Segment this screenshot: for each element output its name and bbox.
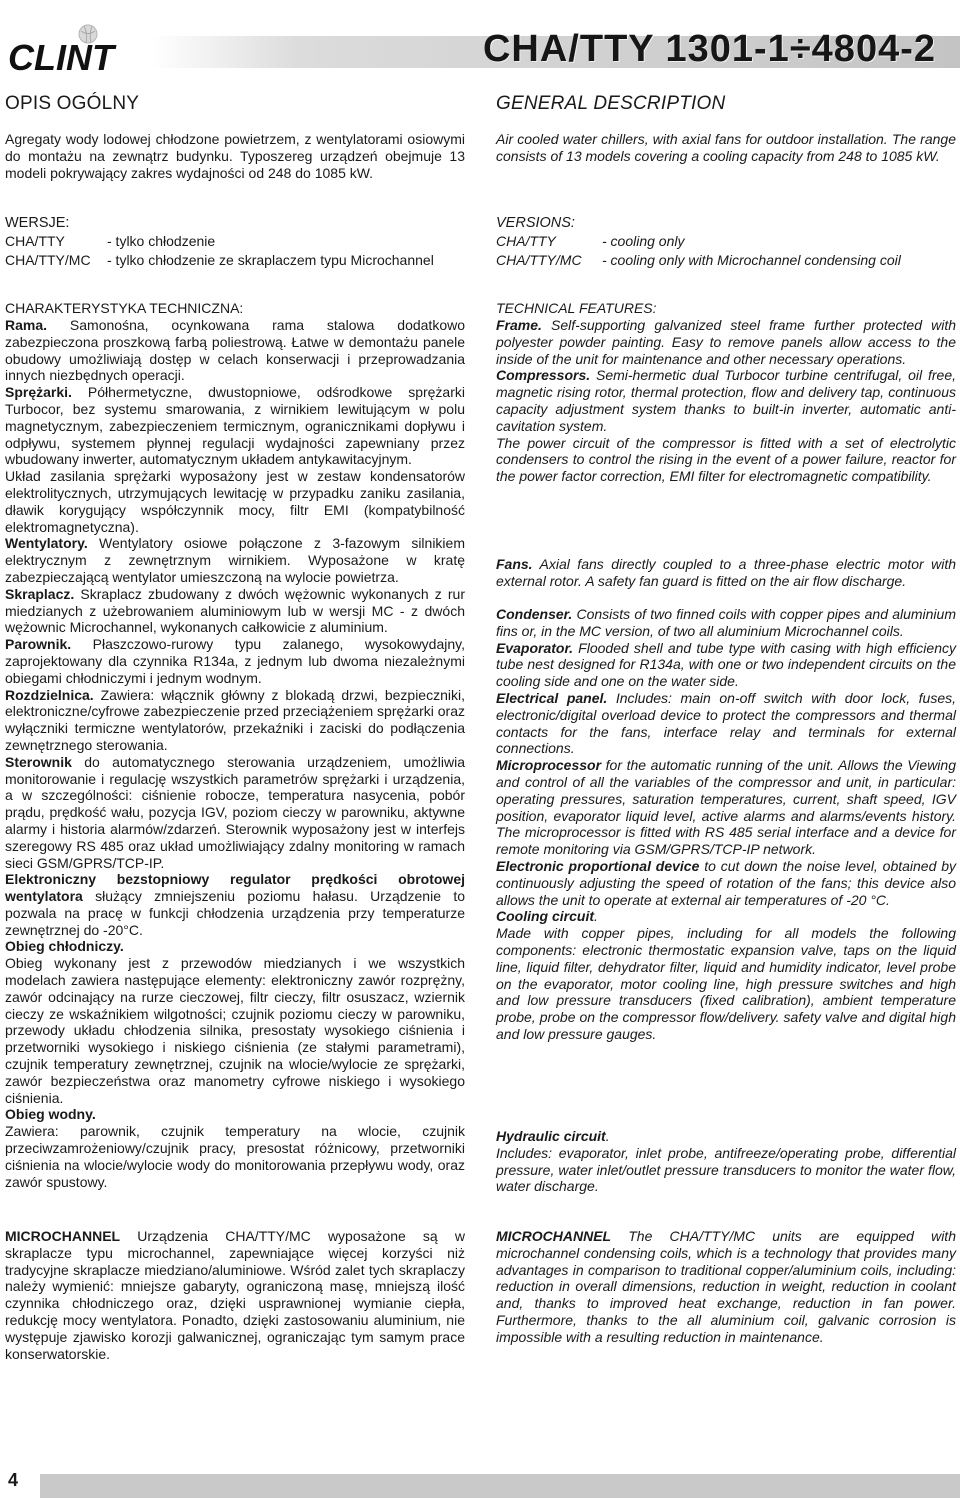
compressor-label: Compressors.	[496, 367, 591, 384]
cooling-circuit-paragraph: Made with copper pipes, including for all models the following components: electronic thermostatic expansion valve, taps on the liquid line, liquid filter, dehydrator filter, liquid and humidity indicator, level probe on the evaporator, motor cooling line, high pressure switches and high and low pressure transducers (fixed calibration), ambient temperature probe, probe on the compressor flow/delivery. safety valve and digital high and low pressure gauges.	[496, 925, 956, 1042]
speed-device-text: to cut down the noise level, obtained by continuously adjusting the speed of rotation of the fans; this device also allows the unit to operate at external air temperatures of -20 °C.	[496, 857, 956, 908]
fans-label: Fans.	[496, 556, 533, 572]
electrical-panel-text: Zawiera: włącznik główny z blokadą drzwi, bezpieczniki, elektroniczne/cyfrowe zabezpieczenie przed przeciążeniem sprężarki oraz wyłączniki termiczne wentylatorów, przekaźniki i zaciski do podłączenia zewnętrznego sterowania.	[5, 686, 465, 753]
brand-name: CLINT	[8, 37, 114, 74]
microchannel-paragraph	[496, 1228, 956, 1346]
water-circuit-label: Obieg wodny.	[5, 1106, 96, 1123]
versions-section-en	[496, 215, 956, 270]
version-row	[5, 232, 475, 251]
page-header	[0, 0, 960, 80]
frame-paragraph	[5, 317, 465, 384]
versions-title: WERSJE:	[5, 215, 70, 231]
electrical-panel-paragraph	[496, 690, 956, 757]
technical-section-en-a	[496, 300, 956, 485]
electrical-panel-label: Electrical panel.	[496, 689, 608, 706]
microchannel-section-en	[496, 1228, 956, 1346]
version-desc: - cooling only with Microchannel condensing coil	[602, 252, 901, 268]
general-paragraph: Air cooled water chillers, with axial fans for outdoor installation. The range consists of 13 models covering a cooling capacity from 248 to 1085 kW.	[496, 131, 956, 164]
technical-section-pl	[5, 300, 465, 1190]
cooling-circuit-dot: .	[594, 908, 598, 925]
condenser-text: Consists of two finned coils with copper pipes and aluminium fins or, in the MC version, of two all aluminium Microchannel coils.	[496, 606, 956, 639]
fans-paragraph	[496, 556, 956, 590]
version-code: CHA/TTY/MC	[496, 252, 582, 268]
versions-section-pl	[5, 215, 475, 270]
hydraulic-circuit-heading	[496, 1128, 956, 1145]
version-code: CHA/TTY	[496, 233, 556, 249]
general-paragraph: Agregaty wody lodowej chłodzone powietrzem, z wentylatorami osiowymi do montażu na zewnątrz budynku. Typoszereg urządzeń obejmuje 13 modeli pokrywający zakres wydajności od 248 do 1085 kW.	[5, 131, 465, 181]
microchannel-label: MICROCHANNEL	[496, 1228, 612, 1244]
condenser-label: Skraplacz.	[5, 585, 75, 602]
speed-device-paragraph	[496, 858, 956, 908]
section-title: GENERAL DESCRIPTION	[496, 93, 726, 114]
footer-bar	[40, 1474, 960, 1498]
technical-title: TECHNICAL FEATURES:	[496, 300, 657, 316]
version-row	[496, 251, 956, 270]
microprocessor-text: do automatycznego sterowania urządzeniem, umożliwia monitorowanie i regulację wszystkich parametrów sprężarki i urządzenia, a w szczególności: ciśnienie robocze, temperatura nasycenia, pobór prądu, prędkość wału, pozycja IGV, poziom cieczy w parowniku, aktywne alarmy i historia alarmów/zdarzeń. Sterownik wyposażony jest w interfejs szeregowy RS 485 oraz układ umożliwiający zdalny monitoring w ramach sieci GSM/GPRS/TCP-IP.	[5, 753, 465, 871]
technical-title: CHARAKTERYSTYKA TECHNICZNA:	[5, 300, 244, 316]
microprocessor-paragraph	[496, 757, 956, 858]
speed-regulator-label: Elektroniczny bezstopniowy regulator prędkości obrotowej wentylatora	[5, 871, 465, 905]
section-title: OPIS OGÓLNY	[5, 93, 140, 114]
model-title: CHA/TTY 1301-1÷4804-2	[482, 28, 936, 70]
fans-text: Wentylatory osiowe połączone z 3-fazowym silnikiem elektrycznym z zewnętrznym wirnikiem. Wyposażone w kratę zabezpieczającą wentylator umieszczoną na wylocie powietrza.	[5, 535, 465, 585]
speed-regulator-text: służący zmniejszeniu poziomu hałasu. Urządzenie to pozwala na pracę w funkcji chłodzenia urządzenia przy temperaturze zewnętrznej do -20°C.	[5, 888, 465, 938]
microprocessor-label: Sterownik	[5, 753, 72, 770]
general-section-en	[496, 93, 956, 115]
hydraulic-section-en	[496, 1128, 956, 1195]
evaporator-paragraph	[496, 640, 956, 690]
microprocessor-paragraph	[5, 754, 465, 872]
hydraulic-circuit-dot: .	[605, 1128, 610, 1144]
microchannel-paragraph	[5, 1228, 465, 1362]
compressor-label: Sprężarki.	[5, 384, 72, 401]
fans-label: Wentylatory.	[5, 535, 88, 552]
technical-section-en-b	[496, 606, 956, 1043]
compressor-text: Półhermetyczne, dwustopniowe, odśrodkowe sprężarki Turbocor, bez systemu smarowania, z wirnikiem lewitującym w polu magnetycznym, zabezpieczeniem termicznym, ogranicznikami dopływu i odpływu, systemem płynnej regulacji wydajności zapewniany przez wbudowany inwerter, automatycznym układem antykawitacyjnym.	[5, 384, 465, 468]
version-desc: - cooling only	[602, 233, 685, 249]
page-number: 4	[8, 1470, 19, 1490]
evaporator-text: Flooded shell and tube type with casing with high efficiency tube nest designed for R134a, with one or two independent circuits on the cooling side and one on the water side.	[496, 639, 956, 690]
condenser-paragraph	[5, 586, 465, 636]
condenser-label: Condenser.	[496, 606, 573, 622]
frame-paragraph	[496, 317, 956, 367]
frame-text: Self-supporting galvanized steel frame further protected with polyester powder painting. Easy to remove panels allow access to the inside of the unit for maintenance and other necessary operations.	[496, 317, 956, 367]
microchannel-text: The CHA/TTY/MC units are equipped with microchannel condensing coils, which is a technology that provides many advantages in comparison to traditional copper/aluminium coils, including: reduction in overall dimensions, reduction in weight, reduction in coolant and, thanks to improved heat exchange, reduction in fan power. Furthermore, thanks to the all aluminium coil, galvanic corrosion is impossible with a resulting reduction in maintenance.	[496, 1228, 956, 1345]
version-code: CHA/TTY	[5, 233, 65, 249]
evaporator-text: Płaszczowo-rurowy typu zalanego, wysokowydajny, zaprojektowany dla czynnika R134a, z jednym lub dwoma niezależnymi obiegami chłodniczymi i jednym wodnym.	[5, 636, 465, 686]
general-text-en	[496, 131, 956, 165]
fans-paragraph	[5, 535, 465, 585]
microchannel-section-pl	[5, 1228, 465, 1362]
compressor-text: Semi-hermetic dual Turbocor turbine centrifugal, oil free, magnetic rising rotor, thermal protection, flow and delivery tap, continuous capacity adjustment system thanks to built-in inverter, automatic anti-cavitation system.	[496, 367, 956, 434]
condenser-paragraph	[496, 606, 956, 640]
water-circuit-heading	[5, 1106, 465, 1123]
version-code: CHA/TTY/MC	[5, 252, 91, 268]
water-circuit-paragraph: Zawiera: parownik, czujnik temperatury na wlocie, czujnik przeciwzamrożeniowy/czujnik pracy, presostat różnicowy, przetworniki ciśnienia na wlocie/wylocie wody do monitorowania przepływu wody, oraz zawór spustowy.	[5, 1123, 465, 1190]
cooling-circuit-label: Obieg chłodniczy.	[5, 938, 124, 955]
cooling-circuit-paragraph: Obieg wykonany jest z przewodów miedzianych i we wszystkich modelach zawiera następujące elementy: elektroniczny zawór rozprężny, zawór odcinający na rurze cieczowej, filtr cieczy, filtr osuszacz, wziernik cieczy ze wskaźnikiem wilgotności; czujnik poziomu cieczy w parowniku, przewody układu chłodzenia silnika, presostaty wysokiego ciśnienia i przetworniki wysokiego i niskiego ciśnienia (ze stałymi parametrami), czujnik temperatury zewnętrznej, czujnik na wlocie/wylocie ze sprężarki, zawór bezpieczeństwa oraz manometry cyfrowe niskiego i wysokiego ciśnienia.	[5, 955, 465, 1106]
general-section-pl	[5, 93, 465, 115]
hydraulic-circuit-paragraph: Includes: evaporator, inlet probe, antifreeze/operating probe, differential pressure, water inlet/outlet pressure transducers to monitor the water flow, water discharge.	[496, 1144, 956, 1195]
microchannel-label: MICROCHANNEL	[5, 1228, 121, 1244]
clint-logo	[6, 22, 156, 74]
compressor-paragraph	[5, 384, 465, 468]
cooling-circuit-label: Cooling circuit	[496, 908, 594, 925]
condenser-text: Skraplacz zbudowany z dwóch wężownic wykonanych z rur miedzianych z użebrowaniem aluminiowym lub w wersji MC - z dwóch wężownic Microchannel, wykonanych całkowicie z aluminium.	[5, 585, 465, 636]
microprocessor-label: Microprocessor	[496, 757, 602, 774]
speed-device-label: Electronic proportional device	[496, 857, 700, 874]
frame-label: Frame.	[496, 317, 542, 333]
fans-section-en	[496, 556, 956, 590]
speed-regulator-paragraph	[5, 871, 465, 938]
evaporator-paragraph	[5, 636, 465, 686]
hydraulic-circuit-label: Hydraulic circuit	[496, 1128, 606, 1144]
power-paragraph: Układ zasilania sprężarki wyposażony jest w zestaw kondensatorów elektrolitycznych, utrzymujących lewitację w przypadku zaniku zasilania, dławik korygujący współczynnik mocy, filtr EMI (kompatybilność elektromagnetyczna).	[5, 468, 465, 535]
electrical-panel-label: Rozdzielnica.	[5, 686, 94, 703]
version-desc: - tylko chłodzenie	[107, 233, 216, 249]
version-desc: - tylko chłodzenie ze skraplaczem typu Microchannel	[107, 252, 434, 268]
version-row	[496, 232, 956, 251]
general-text-pl	[5, 131, 465, 181]
electrical-panel-text: Includes: main on-off switch with door lock, fuses, electronic/digital overload device to protect the compressors and thermal contacts for the fans, interface relay and terminals for external connections.	[496, 689, 957, 757]
electrical-panel-paragraph	[5, 687, 465, 754]
cooling-circuit-heading	[5, 938, 465, 955]
frame-label: Rama.	[5, 317, 48, 333]
evaporator-label: Parownik.	[5, 636, 72, 653]
version-row	[5, 251, 475, 270]
cooling-circuit-heading	[496, 908, 956, 925]
frame-text: Samonośna, ocynkowana rama stalowa dodatkowo zabezpieczona proszkową farbą poliestrową. Łatwe w demontażu panele obudowy umożliwiają dostęp w celach konserwacji i przeprowadzania innych niezbędnych operacji.	[5, 317, 465, 384]
power-paragraph: The power circuit of the compressor is fitted with a set of electrolytic condensers to control the rising in the event of a power failure, reactor for the power factor correction, EMI filter for electromagnetic compatibility.	[496, 434, 956, 485]
page-footer	[0, 1470, 960, 1503]
fans-text: Axial fans directly coupled to a three-phase electric motor with external rotor. A safety fan guard is fitted on the air flow discharge.	[496, 556, 956, 589]
evaporator-label: Evaporator.	[496, 639, 574, 656]
microchannel-text: Urządzenia CHA/TTY/MC wyposażone są w skraplacze typu microchannel, zapewniające więcej korzyści niż tradycyjne skraplacze miedziano/aluminiowe. Wśród zalet tych skraplaczy należy wymienić: mniejsze gabaryty, ograniczoną masę, mniejszą ilość czynnika chłodniczego oraz, dzięki usprawnionej wymianie ciepła, redukcję mocy wentylatora. Ponadto, dzięki zastosowaniu aluminium, nie występuje zjawisko korozji galwanicznej, ograniczając tym samym prace konserwatorskie.	[5, 1228, 465, 1362]
versions-title: VERSIONS:	[496, 215, 575, 231]
microprocessor-text: for the automatic running of the unit. Allows the Viewing and control of all the variables of the compressor and unit, in particular: operating pressures, saturation temperatures, current, shaft speed, IGV position, evaporator liquid level, active alarms and alarms/events history. The microprocessor is fitted with RS 485 serial interface and a device for remote monitoring via GSM/GPRS/TCP-IP network.	[496, 757, 956, 858]
compressor-paragraph	[496, 367, 956, 434]
